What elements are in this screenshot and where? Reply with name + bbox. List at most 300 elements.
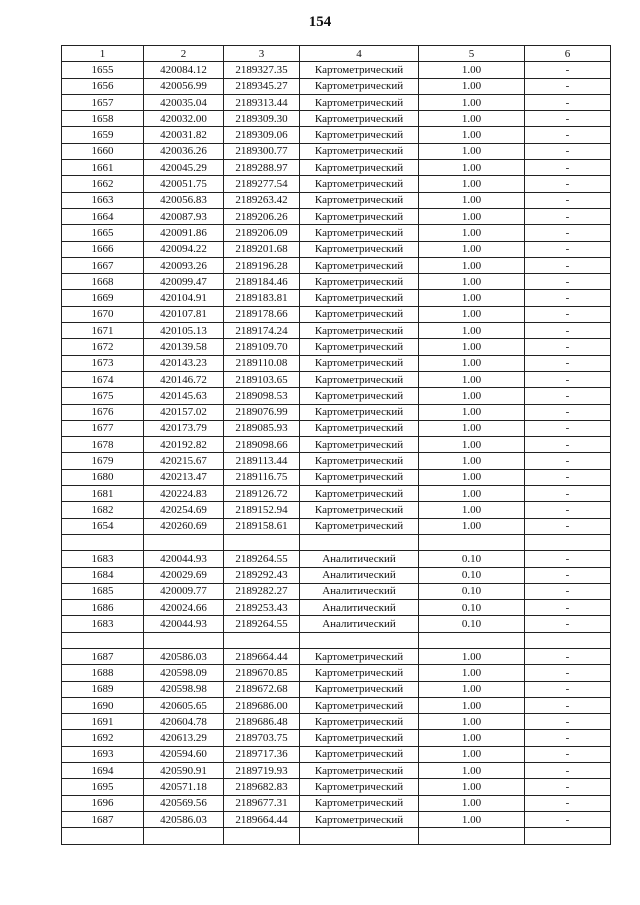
y-coordinate-cell: 2189263.42 (224, 192, 300, 208)
coordinates-table (61, 45, 611, 845)
method-cell: Картометрический (300, 192, 419, 208)
y-coordinate-cell: 2189098.53 (224, 388, 300, 404)
method-cell: Картометрический (300, 665, 419, 681)
x-coordinate-cell: 420044.93 (144, 551, 224, 567)
x-coordinate-cell: 420569.56 (144, 795, 224, 811)
empty-cell (419, 534, 525, 550)
point-number-cell: 1668 (62, 274, 144, 290)
method-cell: Картометрический (300, 420, 419, 436)
accuracy-cell: 1.00 (419, 339, 525, 355)
point-number-cell: 1670 (62, 306, 144, 322)
y-coordinate-cell: 2189183.81 (224, 290, 300, 306)
point-number-cell: 1693 (62, 746, 144, 762)
point-number-cell: 1657 (62, 94, 144, 110)
description-cell: - (525, 551, 611, 567)
empty-cell (62, 534, 144, 550)
description-cell: - (525, 746, 611, 762)
method-cell: Картометрический (300, 404, 419, 420)
page-number: 154 (308, 14, 332, 30)
point-number-cell: 1659 (62, 127, 144, 143)
y-coordinate-cell: 2189677.31 (224, 795, 300, 811)
method-cell: Картометрический (300, 176, 419, 192)
point-number-cell: 1690 (62, 697, 144, 713)
y-coordinate-cell: 2189277.54 (224, 176, 300, 192)
y-coordinate-cell: 2189206.09 (224, 225, 300, 241)
y-coordinate-cell: 2189672.68 (224, 681, 300, 697)
table-row (62, 600, 611, 616)
y-coordinate-cell: 2189327.35 (224, 62, 300, 78)
method-cell: Аналитический (300, 567, 419, 583)
point-number-cell: 1674 (62, 371, 144, 387)
y-coordinate-cell: 2189717.36 (224, 746, 300, 762)
accuracy-cell: 1.00 (419, 681, 525, 697)
point-number-cell: 1664 (62, 208, 144, 224)
method-cell: Картометрический (300, 208, 419, 224)
table-row (62, 339, 611, 355)
table-row (62, 681, 611, 697)
point-number-cell: 1672 (62, 339, 144, 355)
method-cell: Картометрический (300, 714, 419, 730)
description-cell: - (525, 257, 611, 273)
y-coordinate-cell: 2189309.30 (224, 111, 300, 127)
method-cell: Картометрический (300, 763, 419, 779)
point-number-cell: 1663 (62, 192, 144, 208)
y-coordinate-cell: 2189345.27 (224, 78, 300, 94)
point-number-cell: 1667 (62, 257, 144, 273)
section-separator-row (62, 534, 611, 550)
point-number-cell: 1692 (62, 730, 144, 746)
description-cell: - (525, 306, 611, 322)
description-cell: - (525, 404, 611, 420)
accuracy-cell: 1.00 (419, 94, 525, 110)
method-cell: Картометрический (300, 746, 419, 762)
accuracy-cell: 1.00 (419, 78, 525, 94)
y-coordinate-cell: 2189178.66 (224, 306, 300, 322)
point-number-cell: 1658 (62, 111, 144, 127)
accuracy-cell: 1.00 (419, 371, 525, 387)
description-cell: - (525, 420, 611, 436)
accuracy-cell: 1.00 (419, 714, 525, 730)
empty-cell (419, 632, 525, 648)
table-row (62, 746, 611, 762)
column-header: 4 (300, 46, 419, 62)
x-coordinate-cell: 420056.99 (144, 78, 224, 94)
point-number-cell: 1687 (62, 811, 144, 827)
table-row (62, 111, 611, 127)
accuracy-cell: 1.00 (419, 257, 525, 273)
table-row (62, 160, 611, 176)
accuracy-cell: 1.00 (419, 208, 525, 224)
empty-cell (62, 632, 144, 648)
point-number-cell: 1660 (62, 143, 144, 159)
description-cell: - (525, 371, 611, 387)
x-coordinate-cell: 420099.47 (144, 274, 224, 290)
accuracy-cell: 1.00 (419, 665, 525, 681)
point-number-cell: 1679 (62, 453, 144, 469)
x-coordinate-cell: 420094.22 (144, 241, 224, 257)
method-cell: Картометрический (300, 681, 419, 697)
point-number-cell: 1684 (62, 567, 144, 583)
description-cell: - (525, 648, 611, 664)
accuracy-cell: 1.00 (419, 111, 525, 127)
point-number-cell: 1691 (62, 714, 144, 730)
accuracy-cell: 1.00 (419, 697, 525, 713)
y-coordinate-cell: 2189253.43 (224, 600, 300, 616)
method-cell: Картометрический (300, 811, 419, 827)
method-cell: Картометрический (300, 274, 419, 290)
table-row (62, 486, 611, 502)
description-cell: - (525, 697, 611, 713)
table-row (62, 371, 611, 387)
empty-cell (224, 632, 300, 648)
table-row (62, 697, 611, 713)
point-number-cell: 1656 (62, 78, 144, 94)
description-cell: - (525, 600, 611, 616)
x-coordinate-cell: 420605.65 (144, 697, 224, 713)
accuracy-cell: 1.00 (419, 192, 525, 208)
empty-cell (300, 632, 419, 648)
x-coordinate-cell: 420044.93 (144, 616, 224, 632)
x-coordinate-cell: 420586.03 (144, 648, 224, 664)
point-number-cell: 1695 (62, 779, 144, 795)
x-coordinate-cell: 420254.69 (144, 502, 224, 518)
x-coordinate-cell: 420173.79 (144, 420, 224, 436)
x-coordinate-cell: 420035.04 (144, 94, 224, 110)
accuracy-cell: 1.00 (419, 437, 525, 453)
x-coordinate-cell: 420571.18 (144, 779, 224, 795)
y-coordinate-cell: 2189109.70 (224, 339, 300, 355)
x-coordinate-cell: 420107.81 (144, 306, 224, 322)
table-header-row (62, 46, 611, 62)
accuracy-cell: 1.00 (419, 388, 525, 404)
point-number-cell: 1689 (62, 681, 144, 697)
table-row (62, 78, 611, 94)
point-number-cell: 1682 (62, 502, 144, 518)
accuracy-cell: 1.00 (419, 225, 525, 241)
method-cell: Картометрический (300, 730, 419, 746)
y-coordinate-cell: 2189085.93 (224, 420, 300, 436)
method-cell: Картометрический (300, 518, 419, 534)
x-coordinate-cell: 420260.69 (144, 518, 224, 534)
x-coordinate-cell: 420598.09 (144, 665, 224, 681)
description-cell: - (525, 160, 611, 176)
accuracy-cell: 0.10 (419, 567, 525, 583)
table-row (62, 518, 611, 534)
column-header: 6 (525, 46, 611, 62)
point-number-cell: 1688 (62, 665, 144, 681)
point-number-cell: 1680 (62, 469, 144, 485)
y-coordinate-cell: 2189686.48 (224, 714, 300, 730)
description-cell: - (525, 583, 611, 599)
x-coordinate-cell: 420032.00 (144, 111, 224, 127)
method-cell: Картометрический (300, 241, 419, 257)
method-cell: Аналитический (300, 551, 419, 567)
accuracy-cell: 1.00 (419, 469, 525, 485)
table-row (62, 306, 611, 322)
description-cell: - (525, 323, 611, 339)
table-row (62, 648, 611, 664)
table-row (62, 62, 611, 78)
point-number-cell: 1655 (62, 62, 144, 78)
method-cell: Аналитический (300, 616, 419, 632)
method-cell: Картометрический (300, 78, 419, 94)
point-number-cell: 1687 (62, 648, 144, 664)
y-coordinate-cell: 2189300.77 (224, 143, 300, 159)
accuracy-cell: 1.00 (419, 763, 525, 779)
y-coordinate-cell: 2189184.46 (224, 274, 300, 290)
y-coordinate-cell: 2189264.55 (224, 551, 300, 567)
table-row (62, 567, 611, 583)
method-cell: Картометрический (300, 371, 419, 387)
method-cell: Картометрический (300, 143, 419, 159)
table-row (62, 388, 611, 404)
point-number-cell: 1686 (62, 600, 144, 616)
description-cell: - (525, 681, 611, 697)
accuracy-cell: 0.10 (419, 600, 525, 616)
y-coordinate-cell: 2189110.08 (224, 355, 300, 371)
empty-cell (300, 534, 419, 550)
table-row (62, 323, 611, 339)
table-row (62, 176, 611, 192)
y-coordinate-cell: 2189313.44 (224, 94, 300, 110)
table-row (62, 208, 611, 224)
description-cell: - (525, 665, 611, 681)
accuracy-cell: 1.00 (419, 323, 525, 339)
method-cell: Картометрический (300, 160, 419, 176)
empty-cell (419, 828, 525, 844)
accuracy-cell: 1.00 (419, 453, 525, 469)
method-cell: Аналитический (300, 583, 419, 599)
table-row (62, 225, 611, 241)
table-row (62, 469, 611, 485)
accuracy-cell: 0.10 (419, 616, 525, 632)
x-coordinate-cell: 420598.98 (144, 681, 224, 697)
y-coordinate-cell: 2189719.93 (224, 763, 300, 779)
method-cell: Картометрический (300, 225, 419, 241)
empty-cell (525, 828, 611, 844)
description-cell: - (525, 274, 611, 290)
x-coordinate-cell: 420009.77 (144, 583, 224, 599)
method-cell: Картометрический (300, 795, 419, 811)
description-cell: - (525, 127, 611, 143)
table-row (62, 502, 611, 518)
x-coordinate-cell: 420104.91 (144, 290, 224, 306)
x-coordinate-cell: 420594.60 (144, 746, 224, 762)
y-coordinate-cell: 2189201.68 (224, 241, 300, 257)
method-cell: Аналитический (300, 600, 419, 616)
x-coordinate-cell: 420045.29 (144, 160, 224, 176)
method-cell: Картометрический (300, 648, 419, 664)
x-coordinate-cell: 420093.26 (144, 257, 224, 273)
method-cell: Картометрический (300, 111, 419, 127)
point-number-cell: 1666 (62, 241, 144, 257)
accuracy-cell: 1.00 (419, 241, 525, 257)
accuracy-cell: 1.00 (419, 290, 525, 306)
x-coordinate-cell: 420031.82 (144, 127, 224, 143)
x-coordinate-cell: 420157.02 (144, 404, 224, 420)
method-cell: Картометрический (300, 339, 419, 355)
description-cell: - (525, 176, 611, 192)
description-cell: - (525, 616, 611, 632)
method-cell: Картометрический (300, 453, 419, 469)
table-row (62, 437, 611, 453)
description-cell: - (525, 567, 611, 583)
table-row (62, 583, 611, 599)
description-cell: - (525, 486, 611, 502)
table-row (62, 453, 611, 469)
description-cell: - (525, 290, 611, 306)
x-coordinate-cell: 420056.83 (144, 192, 224, 208)
method-cell: Картометрический (300, 290, 419, 306)
method-cell: Картометрический (300, 306, 419, 322)
empty-cell (62, 828, 144, 844)
x-coordinate-cell: 420091.86 (144, 225, 224, 241)
method-cell: Картометрический (300, 486, 419, 502)
x-coordinate-cell: 420084.12 (144, 62, 224, 78)
point-number-cell: 1685 (62, 583, 144, 599)
method-cell: Картометрический (300, 257, 419, 273)
description-cell: - (525, 811, 611, 827)
accuracy-cell: 1.00 (419, 355, 525, 371)
y-coordinate-cell: 2189288.97 (224, 160, 300, 176)
method-cell: Картометрический (300, 94, 419, 110)
y-coordinate-cell: 2189098.66 (224, 437, 300, 453)
point-number-cell: 1661 (62, 160, 144, 176)
description-cell: - (525, 453, 611, 469)
accuracy-cell: 1.00 (419, 143, 525, 159)
y-coordinate-cell: 2189682.83 (224, 779, 300, 795)
y-coordinate-cell: 2189206.26 (224, 208, 300, 224)
method-cell: Картометрический (300, 388, 419, 404)
point-number-cell: 1671 (62, 323, 144, 339)
empty-cell (300, 828, 419, 844)
description-cell: - (525, 779, 611, 795)
table-row (62, 192, 611, 208)
column-header: 5 (419, 46, 525, 62)
method-cell: Картометрический (300, 437, 419, 453)
y-coordinate-cell: 2189703.75 (224, 730, 300, 746)
method-cell: Картометрический (300, 779, 419, 795)
description-cell: - (525, 94, 611, 110)
accuracy-cell: 1.00 (419, 420, 525, 436)
x-coordinate-cell: 420146.72 (144, 371, 224, 387)
y-coordinate-cell: 2189126.72 (224, 486, 300, 502)
description-cell: - (525, 730, 611, 746)
accuracy-cell: 1.00 (419, 160, 525, 176)
table-row (62, 795, 611, 811)
accuracy-cell: 1.00 (419, 811, 525, 827)
method-cell: Картометрический (300, 127, 419, 143)
y-coordinate-cell: 2189664.44 (224, 648, 300, 664)
y-coordinate-cell: 2189116.75 (224, 469, 300, 485)
table-row (62, 143, 611, 159)
method-cell: Картометрический (300, 502, 419, 518)
y-coordinate-cell: 2189309.06 (224, 127, 300, 143)
column-header: 3 (224, 46, 300, 62)
description-cell: - (525, 62, 611, 78)
accuracy-cell: 1.00 (419, 62, 525, 78)
description-cell: - (525, 469, 611, 485)
x-coordinate-cell: 420192.82 (144, 437, 224, 453)
description-cell: - (525, 111, 611, 127)
table-row (62, 420, 611, 436)
accuracy-cell: 1.00 (419, 730, 525, 746)
point-number-cell: 1675 (62, 388, 144, 404)
point-number-cell: 1681 (62, 486, 144, 502)
table-row (62, 257, 611, 273)
point-number-cell: 1669 (62, 290, 144, 306)
empty-cell (525, 632, 611, 648)
empty-cell (525, 534, 611, 550)
point-number-cell: 1673 (62, 355, 144, 371)
description-cell: - (525, 388, 611, 404)
accuracy-cell: 1.00 (419, 176, 525, 192)
table-row (62, 290, 611, 306)
table-row (62, 730, 611, 746)
accuracy-cell: 1.00 (419, 779, 525, 795)
accuracy-cell: 1.00 (419, 502, 525, 518)
description-cell: - (525, 714, 611, 730)
y-coordinate-cell: 2189076.99 (224, 404, 300, 420)
table-row (62, 714, 611, 730)
accuracy-cell: 1.00 (419, 274, 525, 290)
description-cell: - (525, 518, 611, 534)
point-number-cell: 1662 (62, 176, 144, 192)
accuracy-cell: 1.00 (419, 518, 525, 534)
y-coordinate-cell: 2189664.44 (224, 811, 300, 827)
accuracy-cell: 1.00 (419, 127, 525, 143)
accuracy-cell: 0.10 (419, 583, 525, 599)
description-cell: - (525, 208, 611, 224)
column-header: 2 (144, 46, 224, 62)
accuracy-cell: 1.00 (419, 404, 525, 420)
table-row (62, 551, 611, 567)
point-number-cell: 1696 (62, 795, 144, 811)
description-cell: - (525, 78, 611, 94)
x-coordinate-cell: 420139.58 (144, 339, 224, 355)
point-number-cell: 1677 (62, 420, 144, 436)
table-row (62, 94, 611, 110)
table-row (62, 241, 611, 257)
empty-cell (144, 828, 224, 844)
description-cell: - (525, 192, 611, 208)
method-cell: Картометрический (300, 62, 419, 78)
x-coordinate-cell: 420024.66 (144, 600, 224, 616)
description-cell: - (525, 763, 611, 779)
table-row (62, 616, 611, 632)
table-row (62, 274, 611, 290)
method-cell: Картометрический (300, 323, 419, 339)
x-coordinate-cell: 420215.67 (144, 453, 224, 469)
accuracy-cell: 1.00 (419, 746, 525, 762)
x-coordinate-cell: 420051.75 (144, 176, 224, 192)
y-coordinate-cell: 2189158.61 (224, 518, 300, 534)
y-coordinate-cell: 2189670.85 (224, 665, 300, 681)
description-cell: - (525, 502, 611, 518)
point-number-cell: 1654 (62, 518, 144, 534)
table-row (62, 763, 611, 779)
accuracy-cell: 1.00 (419, 306, 525, 322)
x-coordinate-cell: 420224.83 (144, 486, 224, 502)
description-cell: - (525, 795, 611, 811)
point-number-cell: 1678 (62, 437, 144, 453)
column-header: 1 (62, 46, 144, 62)
x-coordinate-cell: 420213.47 (144, 469, 224, 485)
point-number-cell: 1683 (62, 616, 144, 632)
y-coordinate-cell: 2189152.94 (224, 502, 300, 518)
empty-cell (144, 632, 224, 648)
method-cell: Картометрический (300, 355, 419, 371)
